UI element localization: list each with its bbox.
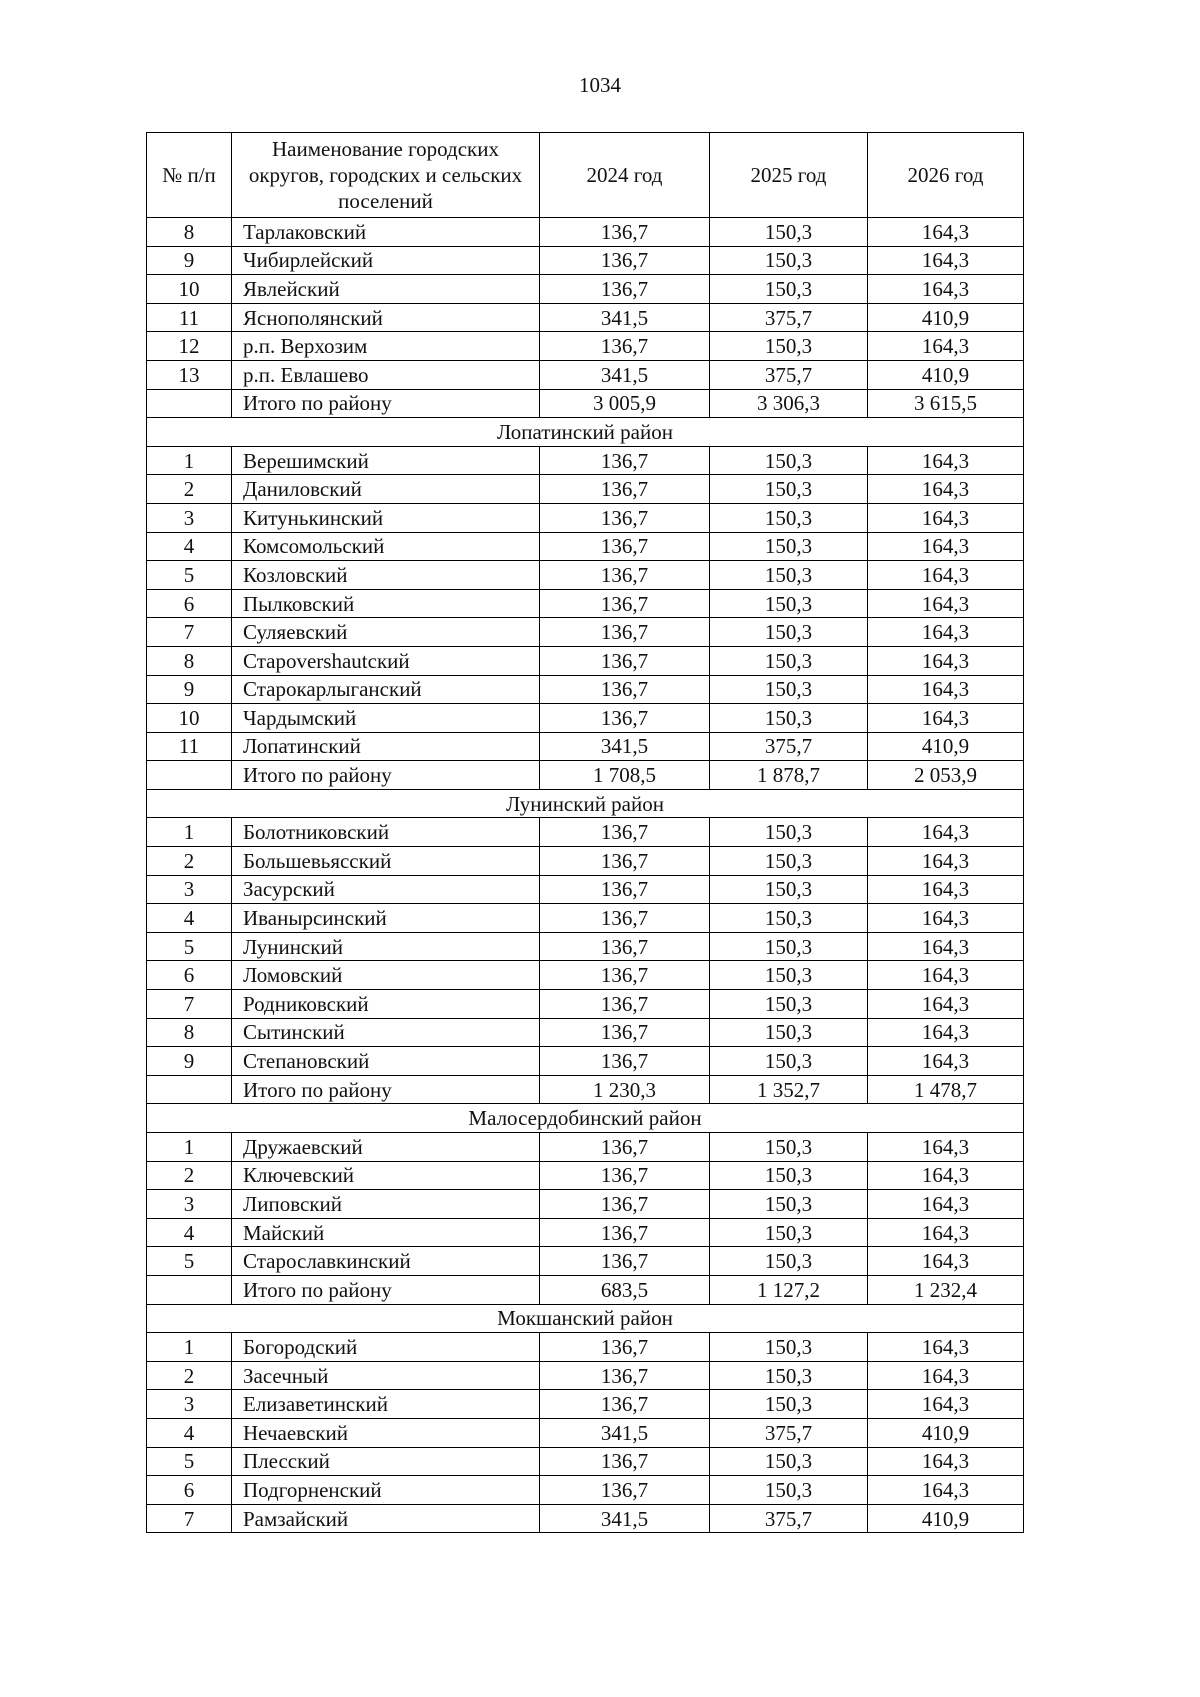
table-row xyxy=(147,446,1024,475)
district-name: Мокшанский район xyxy=(147,1304,1024,1333)
total-label: Итого по району xyxy=(232,1075,540,1104)
settlement-name: Явлейский xyxy=(232,275,540,304)
table-row xyxy=(147,646,1024,675)
value-2025: 150,3 xyxy=(710,1161,868,1190)
value-2025: 150,3 xyxy=(710,1018,868,1047)
row-index: 7 xyxy=(147,990,232,1019)
value-2026: 164,3 xyxy=(868,218,1024,247)
value-2025: 375,7 xyxy=(710,1418,868,1447)
row-index: 1 xyxy=(147,1133,232,1162)
row-index xyxy=(147,761,232,790)
district-total-row xyxy=(147,389,1024,418)
settlement-name: Родниковский xyxy=(232,990,540,1019)
value-2026: 164,3 xyxy=(868,961,1024,990)
settlement-name: Ключевский xyxy=(232,1161,540,1190)
settlement-name: Чардымский xyxy=(232,704,540,733)
value-2024: 136,7 xyxy=(540,1247,710,1276)
value-2025: 150,3 xyxy=(710,932,868,961)
value-2026: 164,3 xyxy=(868,503,1024,532)
settlement-name: Яснополянский xyxy=(232,303,540,332)
value-2025: 150,3 xyxy=(710,1447,868,1476)
value-2025: 150,3 xyxy=(710,1133,868,1162)
settlement-name: Богородский xyxy=(232,1333,540,1362)
table-row xyxy=(147,589,1024,618)
row-index: 9 xyxy=(147,246,232,275)
value-2026: 410,9 xyxy=(868,1504,1024,1533)
row-index: 1 xyxy=(147,818,232,847)
value-2026: 410,9 xyxy=(868,1418,1024,1447)
row-index: 12 xyxy=(147,332,232,361)
settlement-name: Верешимский xyxy=(232,446,540,475)
value-2024: 3 005,9 xyxy=(540,389,710,418)
settlement-name: Козловский xyxy=(232,561,540,590)
value-2026: 164,3 xyxy=(868,1018,1024,1047)
value-2025: 150,3 xyxy=(710,704,868,733)
table-row xyxy=(147,932,1024,961)
value-2026: 164,3 xyxy=(868,246,1024,275)
district-total-row xyxy=(147,761,1024,790)
row-index: 5 xyxy=(147,932,232,961)
table-row xyxy=(147,503,1024,532)
settlement-name: Пылковский xyxy=(232,589,540,618)
table-row xyxy=(147,360,1024,389)
value-2024: 136,7 xyxy=(540,561,710,590)
header-index: № п/п xyxy=(147,133,232,218)
row-index: 11 xyxy=(147,732,232,761)
table-row xyxy=(147,1218,1024,1247)
value-2024: 136,7 xyxy=(540,704,710,733)
value-2024: 136,7 xyxy=(540,475,710,504)
value-2024: 136,7 xyxy=(540,503,710,532)
row-index: 2 xyxy=(147,1361,232,1390)
settlement-name: р.п. Евлашево xyxy=(232,360,540,389)
value-2025: 150,3 xyxy=(710,1333,868,1362)
settlement-name: Засурский xyxy=(232,875,540,904)
value-2026: 3 615,5 xyxy=(868,389,1024,418)
district-header-row xyxy=(147,418,1024,447)
row-index: 10 xyxy=(147,275,232,304)
row-index: 1 xyxy=(147,1333,232,1362)
value-2025: 150,3 xyxy=(710,847,868,876)
value-2025: 150,3 xyxy=(710,818,868,847)
table-row xyxy=(147,1247,1024,1276)
value-2024: 341,5 xyxy=(540,732,710,761)
value-2025: 1 127,2 xyxy=(710,1275,868,1304)
value-2024: 136,7 xyxy=(540,646,710,675)
settlement-name: Засечный xyxy=(232,1361,540,1390)
value-2024: 136,7 xyxy=(540,1390,710,1419)
table-row xyxy=(147,1333,1024,1362)
settlement-name: Майский xyxy=(232,1218,540,1247)
value-2025: 150,3 xyxy=(710,675,868,704)
value-2026: 164,3 xyxy=(868,847,1024,876)
settlement-name: Лунинский xyxy=(232,932,540,961)
table-row xyxy=(147,875,1024,904)
table-row xyxy=(147,532,1024,561)
value-2025: 375,7 xyxy=(710,360,868,389)
table-row xyxy=(147,675,1024,704)
row-index: 5 xyxy=(147,561,232,590)
value-2025: 3 306,3 xyxy=(710,389,868,418)
table-row xyxy=(147,990,1024,1019)
table-body xyxy=(147,218,1024,1533)
value-2025: 150,3 xyxy=(710,618,868,647)
value-2026: 164,3 xyxy=(868,875,1024,904)
value-2026: 164,3 xyxy=(868,275,1024,304)
row-index: 9 xyxy=(147,675,232,704)
value-2025: 150,3 xyxy=(710,1190,868,1219)
table-row xyxy=(147,1390,1024,1419)
row-index: 6 xyxy=(147,589,232,618)
table-row xyxy=(147,1133,1024,1162)
header-name: Наименование городских округов, городских и сельских поселений xyxy=(232,133,540,218)
table-row xyxy=(147,1018,1024,1047)
settlement-name: Китунькинский xyxy=(232,503,540,532)
value-2024: 341,5 xyxy=(540,360,710,389)
value-2026: 164,3 xyxy=(868,932,1024,961)
settlement-name: Большевьясский xyxy=(232,847,540,876)
table-row xyxy=(147,1161,1024,1190)
value-2025: 150,3 xyxy=(710,961,868,990)
row-index: 9 xyxy=(147,1047,232,1076)
district-name: Лопатинский район xyxy=(147,418,1024,447)
settlement-name: Лопатинский xyxy=(232,732,540,761)
table-row xyxy=(147,1190,1024,1219)
value-2024: 136,7 xyxy=(540,589,710,618)
value-2026: 164,3 xyxy=(868,1190,1024,1219)
value-2025: 150,3 xyxy=(710,990,868,1019)
table-row xyxy=(147,704,1024,733)
value-2025: 150,3 xyxy=(710,1361,868,1390)
value-2024: 136,7 xyxy=(540,875,710,904)
settlement-name: Старокарлыганский xyxy=(232,675,540,704)
value-2025: 150,3 xyxy=(710,246,868,275)
value-2026: 1 478,7 xyxy=(868,1075,1024,1104)
row-index xyxy=(147,1275,232,1304)
value-2026: 164,3 xyxy=(868,1390,1024,1419)
value-2025: 150,3 xyxy=(710,904,868,933)
value-2026: 164,3 xyxy=(868,561,1024,590)
settlement-name: Рамзайский xyxy=(232,1504,540,1533)
district-header-row xyxy=(147,1104,1024,1133)
value-2024: 136,7 xyxy=(540,332,710,361)
table-row xyxy=(147,904,1024,933)
table-row xyxy=(147,1047,1024,1076)
settlement-name: Плесский xyxy=(232,1447,540,1476)
value-2026: 164,3 xyxy=(868,1161,1024,1190)
row-index: 5 xyxy=(147,1447,232,1476)
row-index: 3 xyxy=(147,875,232,904)
table-row xyxy=(147,332,1024,361)
page-number: 1034 xyxy=(579,73,621,97)
settlement-name: Старославкинский xyxy=(232,1247,540,1276)
district-total-row xyxy=(147,1075,1024,1104)
value-2024: 1 708,5 xyxy=(540,761,710,790)
row-index: 8 xyxy=(147,646,232,675)
value-2024: 136,7 xyxy=(540,1333,710,1362)
value-2026: 164,3 xyxy=(868,704,1024,733)
row-index: 8 xyxy=(147,1018,232,1047)
value-2024: 136,7 xyxy=(540,246,710,275)
value-2026: 164,3 xyxy=(868,1333,1024,1362)
value-2025: 150,3 xyxy=(710,332,868,361)
value-2026: 410,9 xyxy=(868,303,1024,332)
settlement-name: Даниловский xyxy=(232,475,540,504)
table-row xyxy=(147,561,1024,590)
settlement-name: Елизаветинский xyxy=(232,1390,540,1419)
value-2024: 136,7 xyxy=(540,1018,710,1047)
row-index: 5 xyxy=(147,1247,232,1276)
table-row xyxy=(147,475,1024,504)
header-2025: 2025 год xyxy=(710,133,868,218)
total-label: Итого по району xyxy=(232,389,540,418)
value-2024: 136,7 xyxy=(540,1190,710,1219)
table-row xyxy=(147,1447,1024,1476)
table-row xyxy=(147,618,1024,647)
row-index: 6 xyxy=(147,1476,232,1505)
value-2026: 164,3 xyxy=(868,1218,1024,1247)
value-2026: 164,3 xyxy=(868,675,1024,704)
row-index xyxy=(147,389,232,418)
row-index: 10 xyxy=(147,704,232,733)
district-total-row xyxy=(147,1275,1024,1304)
row-index: 3 xyxy=(147,1390,232,1419)
total-label: Итого по району xyxy=(232,761,540,790)
row-index: 7 xyxy=(147,1504,232,1533)
table-row xyxy=(147,1476,1024,1505)
value-2025: 150,3 xyxy=(710,503,868,532)
value-2024: 136,7 xyxy=(540,904,710,933)
settlement-name: Ломовский xyxy=(232,961,540,990)
value-2025: 1 352,7 xyxy=(710,1075,868,1104)
header-2026: 2026 год xyxy=(868,133,1024,218)
settlement-name: р.п. Верхозим xyxy=(232,332,540,361)
table-row xyxy=(147,1418,1024,1447)
value-2026: 164,3 xyxy=(868,532,1024,561)
value-2025: 375,7 xyxy=(710,303,868,332)
value-2025: 150,3 xyxy=(710,446,868,475)
table-header-row xyxy=(147,133,1024,218)
allocation-table xyxy=(146,132,1024,1533)
value-2025: 150,3 xyxy=(710,1247,868,1276)
row-index: 4 xyxy=(147,1218,232,1247)
header-2024: 2024 год xyxy=(540,133,710,218)
settlement-name: Подгорненский xyxy=(232,1476,540,1505)
value-2024: 136,7 xyxy=(540,675,710,704)
value-2025: 150,3 xyxy=(710,646,868,675)
settlement-name: Дружаевский xyxy=(232,1133,540,1162)
value-2026: 164,3 xyxy=(868,589,1024,618)
value-2024: 136,7 xyxy=(540,1476,710,1505)
value-2025: 150,3 xyxy=(710,475,868,504)
settlement-name: Комсомольский xyxy=(232,532,540,561)
district-header-row xyxy=(147,789,1024,818)
value-2026: 164,3 xyxy=(868,475,1024,504)
settlement-name: Суляевский xyxy=(232,618,540,647)
table-row xyxy=(147,847,1024,876)
settlement-name: Сытинский xyxy=(232,1018,540,1047)
value-2026: 164,3 xyxy=(868,332,1024,361)
row-index xyxy=(147,1075,232,1104)
value-2026: 164,3 xyxy=(868,646,1024,675)
district-name: Лунинский район xyxy=(147,789,1024,818)
value-2024: 136,7 xyxy=(540,1161,710,1190)
row-index: 2 xyxy=(147,847,232,876)
table-row xyxy=(147,1504,1024,1533)
value-2026: 1 232,4 xyxy=(868,1275,1024,1304)
row-index: 3 xyxy=(147,1190,232,1219)
value-2026: 164,3 xyxy=(868,1047,1024,1076)
row-index: 2 xyxy=(147,1161,232,1190)
value-2026: 164,3 xyxy=(868,818,1024,847)
row-index: 4 xyxy=(147,1418,232,1447)
value-2024: 136,7 xyxy=(540,1447,710,1476)
value-2024: 683,5 xyxy=(540,1275,710,1304)
settlement-name: Липовский xyxy=(232,1190,540,1219)
value-2024: 136,7 xyxy=(540,1133,710,1162)
row-index: 7 xyxy=(147,618,232,647)
row-index: 11 xyxy=(147,303,232,332)
value-2025: 150,3 xyxy=(710,561,868,590)
value-2025: 150,3 xyxy=(710,875,868,904)
value-2026: 164,3 xyxy=(868,990,1024,1019)
settlement-name: Степановский xyxy=(232,1047,540,1076)
row-index: 4 xyxy=(147,532,232,561)
table-row xyxy=(147,303,1024,332)
row-index: 8 xyxy=(147,218,232,247)
value-2025: 150,3 xyxy=(710,1476,868,1505)
value-2025: 375,7 xyxy=(710,732,868,761)
value-2025: 150,3 xyxy=(710,532,868,561)
total-label: Итого по району xyxy=(232,1275,540,1304)
settlement-name: Тарлаковский xyxy=(232,218,540,247)
value-2026: 164,3 xyxy=(868,1133,1024,1162)
value-2026: 164,3 xyxy=(868,1476,1024,1505)
settlement-name: Нечаевский xyxy=(232,1418,540,1447)
value-2024: 136,7 xyxy=(540,618,710,647)
table-row xyxy=(147,818,1024,847)
table-row xyxy=(147,961,1024,990)
value-2024: 1 230,3 xyxy=(540,1075,710,1104)
value-2024: 136,7 xyxy=(540,932,710,961)
table-row xyxy=(147,275,1024,304)
value-2026: 2 053,9 xyxy=(868,761,1024,790)
table-row xyxy=(147,1361,1024,1390)
value-2025: 150,3 xyxy=(710,1218,868,1247)
value-2025: 150,3 xyxy=(710,218,868,247)
value-2025: 150,3 xyxy=(710,1047,868,1076)
value-2024: 136,7 xyxy=(540,961,710,990)
value-2024: 136,7 xyxy=(540,990,710,1019)
row-index: 13 xyxy=(147,360,232,389)
value-2025: 1 878,7 xyxy=(710,761,868,790)
settlement-name: Иванырсинский xyxy=(232,904,540,933)
settlement-name: Болотниковский xyxy=(232,818,540,847)
district-header-row xyxy=(147,1304,1024,1333)
value-2024: 136,7 xyxy=(540,446,710,475)
value-2026: 164,3 xyxy=(868,446,1024,475)
row-index: 1 xyxy=(147,446,232,475)
value-2025: 150,3 xyxy=(710,1390,868,1419)
row-index: 6 xyxy=(147,961,232,990)
row-index: 4 xyxy=(147,904,232,933)
row-index: 3 xyxy=(147,503,232,532)
table-row xyxy=(147,732,1024,761)
value-2024: 136,7 xyxy=(540,818,710,847)
district-name: Малосердобинский район xyxy=(147,1104,1024,1133)
value-2024: 136,7 xyxy=(540,1361,710,1390)
value-2024: 341,5 xyxy=(540,1504,710,1533)
row-index: 2 xyxy=(147,475,232,504)
value-2024: 136,7 xyxy=(540,1218,710,1247)
value-2024: 136,7 xyxy=(540,1047,710,1076)
value-2026: 164,3 xyxy=(868,618,1024,647)
value-2024: 341,5 xyxy=(540,303,710,332)
value-2026: 410,9 xyxy=(868,732,1024,761)
value-2024: 136,7 xyxy=(540,218,710,247)
value-2025: 375,7 xyxy=(710,1504,868,1533)
table-row xyxy=(147,246,1024,275)
value-2024: 136,7 xyxy=(540,532,710,561)
settlement-name: Староvershautский xyxy=(232,646,540,675)
value-2024: 136,7 xyxy=(540,847,710,876)
value-2025: 150,3 xyxy=(710,275,868,304)
value-2026: 164,3 xyxy=(868,904,1024,933)
value-2025: 150,3 xyxy=(710,589,868,618)
settlement-name: Чибирлейский xyxy=(232,246,540,275)
value-2024: 341,5 xyxy=(540,1418,710,1447)
value-2024: 136,7 xyxy=(540,275,710,304)
value-2026: 164,3 xyxy=(868,1447,1024,1476)
value-2026: 410,9 xyxy=(868,360,1024,389)
value-2026: 164,3 xyxy=(868,1361,1024,1390)
table-row xyxy=(147,218,1024,247)
value-2026: 164,3 xyxy=(868,1247,1024,1276)
